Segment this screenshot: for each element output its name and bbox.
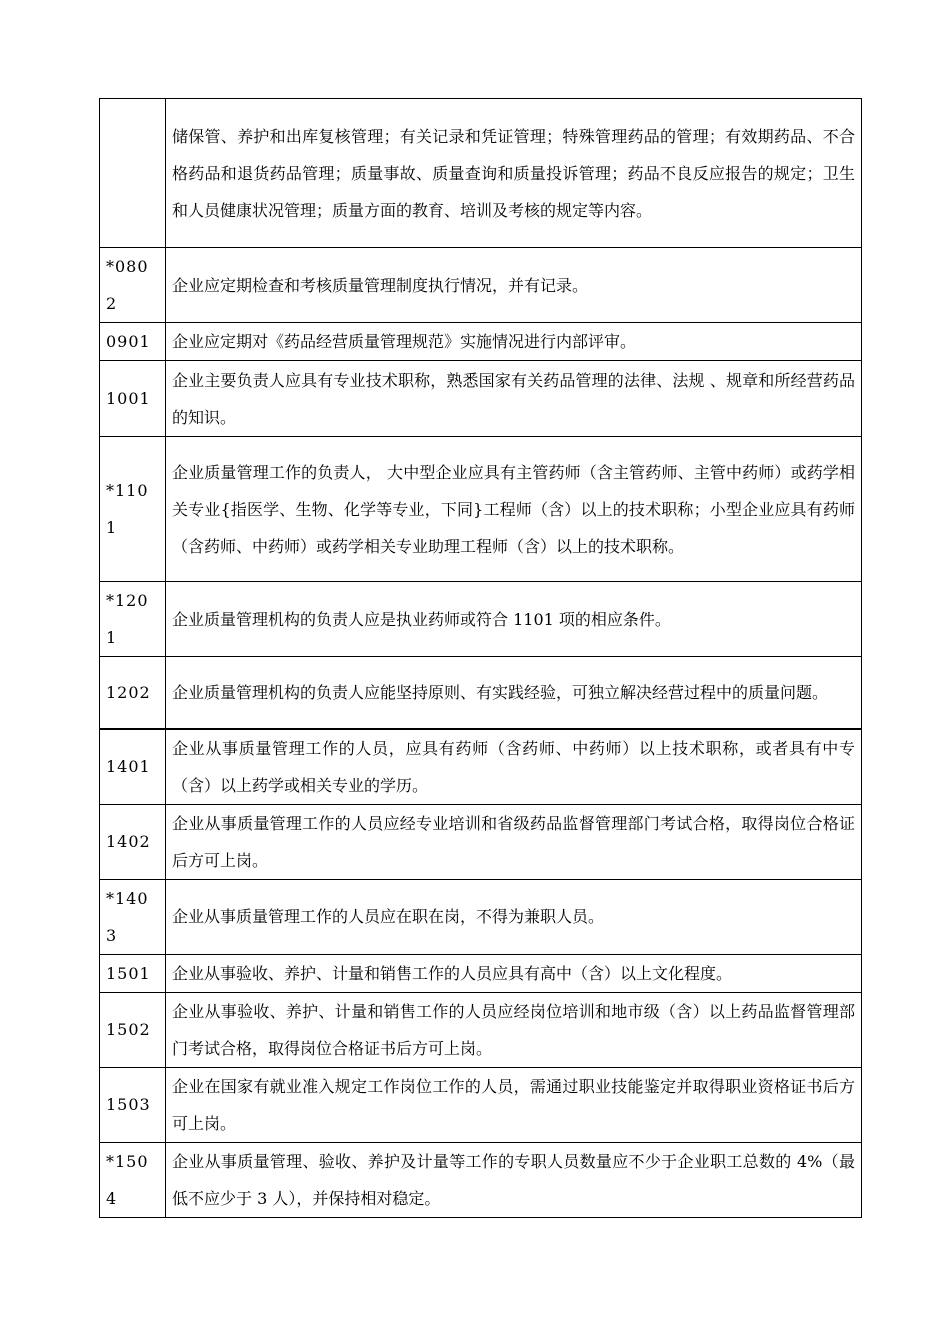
item-code: 0901 bbox=[100, 323, 166, 361]
item-text: 企业质量管理机构的负责人应是执业药师或符合 1101 项的相应条件。 bbox=[166, 582, 862, 657]
table-row bbox=[100, 99, 862, 248]
item-code: *1201 bbox=[100, 582, 166, 657]
item-text: 企业应定期对《药品经营质量管理规范》实施情况进行内部评审。 bbox=[166, 323, 862, 361]
item-code: *1403 bbox=[100, 879, 166, 954]
table-row bbox=[100, 879, 862, 954]
item-code: 1402 bbox=[100, 804, 166, 879]
item-text: 企业应定期检查和考核质量管理制度执行情况，并有记录。 bbox=[166, 248, 862, 323]
item-code: 1202 bbox=[100, 657, 166, 729]
table-row bbox=[100, 657, 862, 729]
item-text: 企业从事质量管理工作的人员，应具有药师（含药师、中药师）以上技术职称，或者具有中专（含）以上药学或相关专业的学历。 bbox=[166, 729, 862, 805]
item-code: 1001 bbox=[100, 361, 166, 437]
item-text: 企业主要负责人应具有专业技术职称，熟悉国家有关药品管理的法律、法规 、规章和所经营药品的知识。 bbox=[166, 361, 862, 437]
item-text: 企业从事质量管理、验收、养护及计量等工作的专职人员数量应不少于企业职工总数的 4%（最低不应少于 3 人），并保持相对稳定。 bbox=[166, 1142, 862, 1217]
table-row bbox=[100, 729, 862, 805]
table-row bbox=[100, 248, 862, 323]
table-row bbox=[100, 1067, 862, 1142]
item-text: 企业质量管理机构的负责人应能坚持原则、有实践经验，可独立解决经营过程中的质量问题。 bbox=[166, 657, 862, 729]
item-text: 储保管、养护和出库复核管理；有关记录和凭证管理；特殊管理药品的管理；有效期药品、不合格药品和退货药品管理；质量事故、质量查询和质量投诉管理；药品不良反应报告的规定；卫生和人员健康状况管理；质量方面的教育、培训及考核的规定等内容。 bbox=[166, 99, 862, 248]
item-code: 1401 bbox=[100, 729, 166, 805]
item-code: 1503 bbox=[100, 1067, 166, 1142]
item-code bbox=[100, 99, 166, 248]
item-text: 企业从事质量管理工作的人员应经专业培训和省级药品监督管理部门考试合格，取得岗位合格证后方可上岗。 bbox=[166, 804, 862, 879]
regulation-table bbox=[99, 98, 862, 1218]
item-code: 1502 bbox=[100, 992, 166, 1067]
table-row bbox=[100, 954, 862, 992]
item-text: 企业质量管理工作的负责人， 大中型企业应具有主管药师（含主管药师、主管中药师）或药学相关专业{指医学、生物、化学等专业，下同}工程师（含）以上的技术职称；小型企业应具有药师（含药师、中药师）或药学相关专业助理工程师（含）以上的技术职称。 bbox=[166, 437, 862, 582]
item-code: *1504 bbox=[100, 1142, 166, 1217]
table-row bbox=[100, 582, 862, 657]
item-text: 企业在国家有就业准入规定工作岗位工作的人员，需通过职业技能鉴定并取得职业资格证书后方可上岗。 bbox=[166, 1067, 862, 1142]
table-row bbox=[100, 804, 862, 879]
table-row bbox=[100, 1142, 862, 1217]
item-text: 企业从事质量管理工作的人员应在职在岗，不得为兼职人员。 bbox=[166, 879, 862, 954]
table-row bbox=[100, 323, 862, 361]
table-row bbox=[100, 437, 862, 582]
item-code: *1101 bbox=[100, 437, 166, 582]
table-row bbox=[100, 361, 862, 437]
table-row bbox=[100, 992, 862, 1067]
item-text: 企业从事验收、养护、计量和销售工作的人员应具有高中（含）以上文化程度。 bbox=[166, 954, 862, 992]
item-code: 1501 bbox=[100, 954, 166, 992]
item-code: *0802 bbox=[100, 248, 166, 323]
item-text: 企业从事验收、养护、计量和销售工作的人员应经岗位培训和地市级（含）以上药品监督管理部门考试合格，取得岗位合格证书后方可上岗。 bbox=[166, 992, 862, 1067]
